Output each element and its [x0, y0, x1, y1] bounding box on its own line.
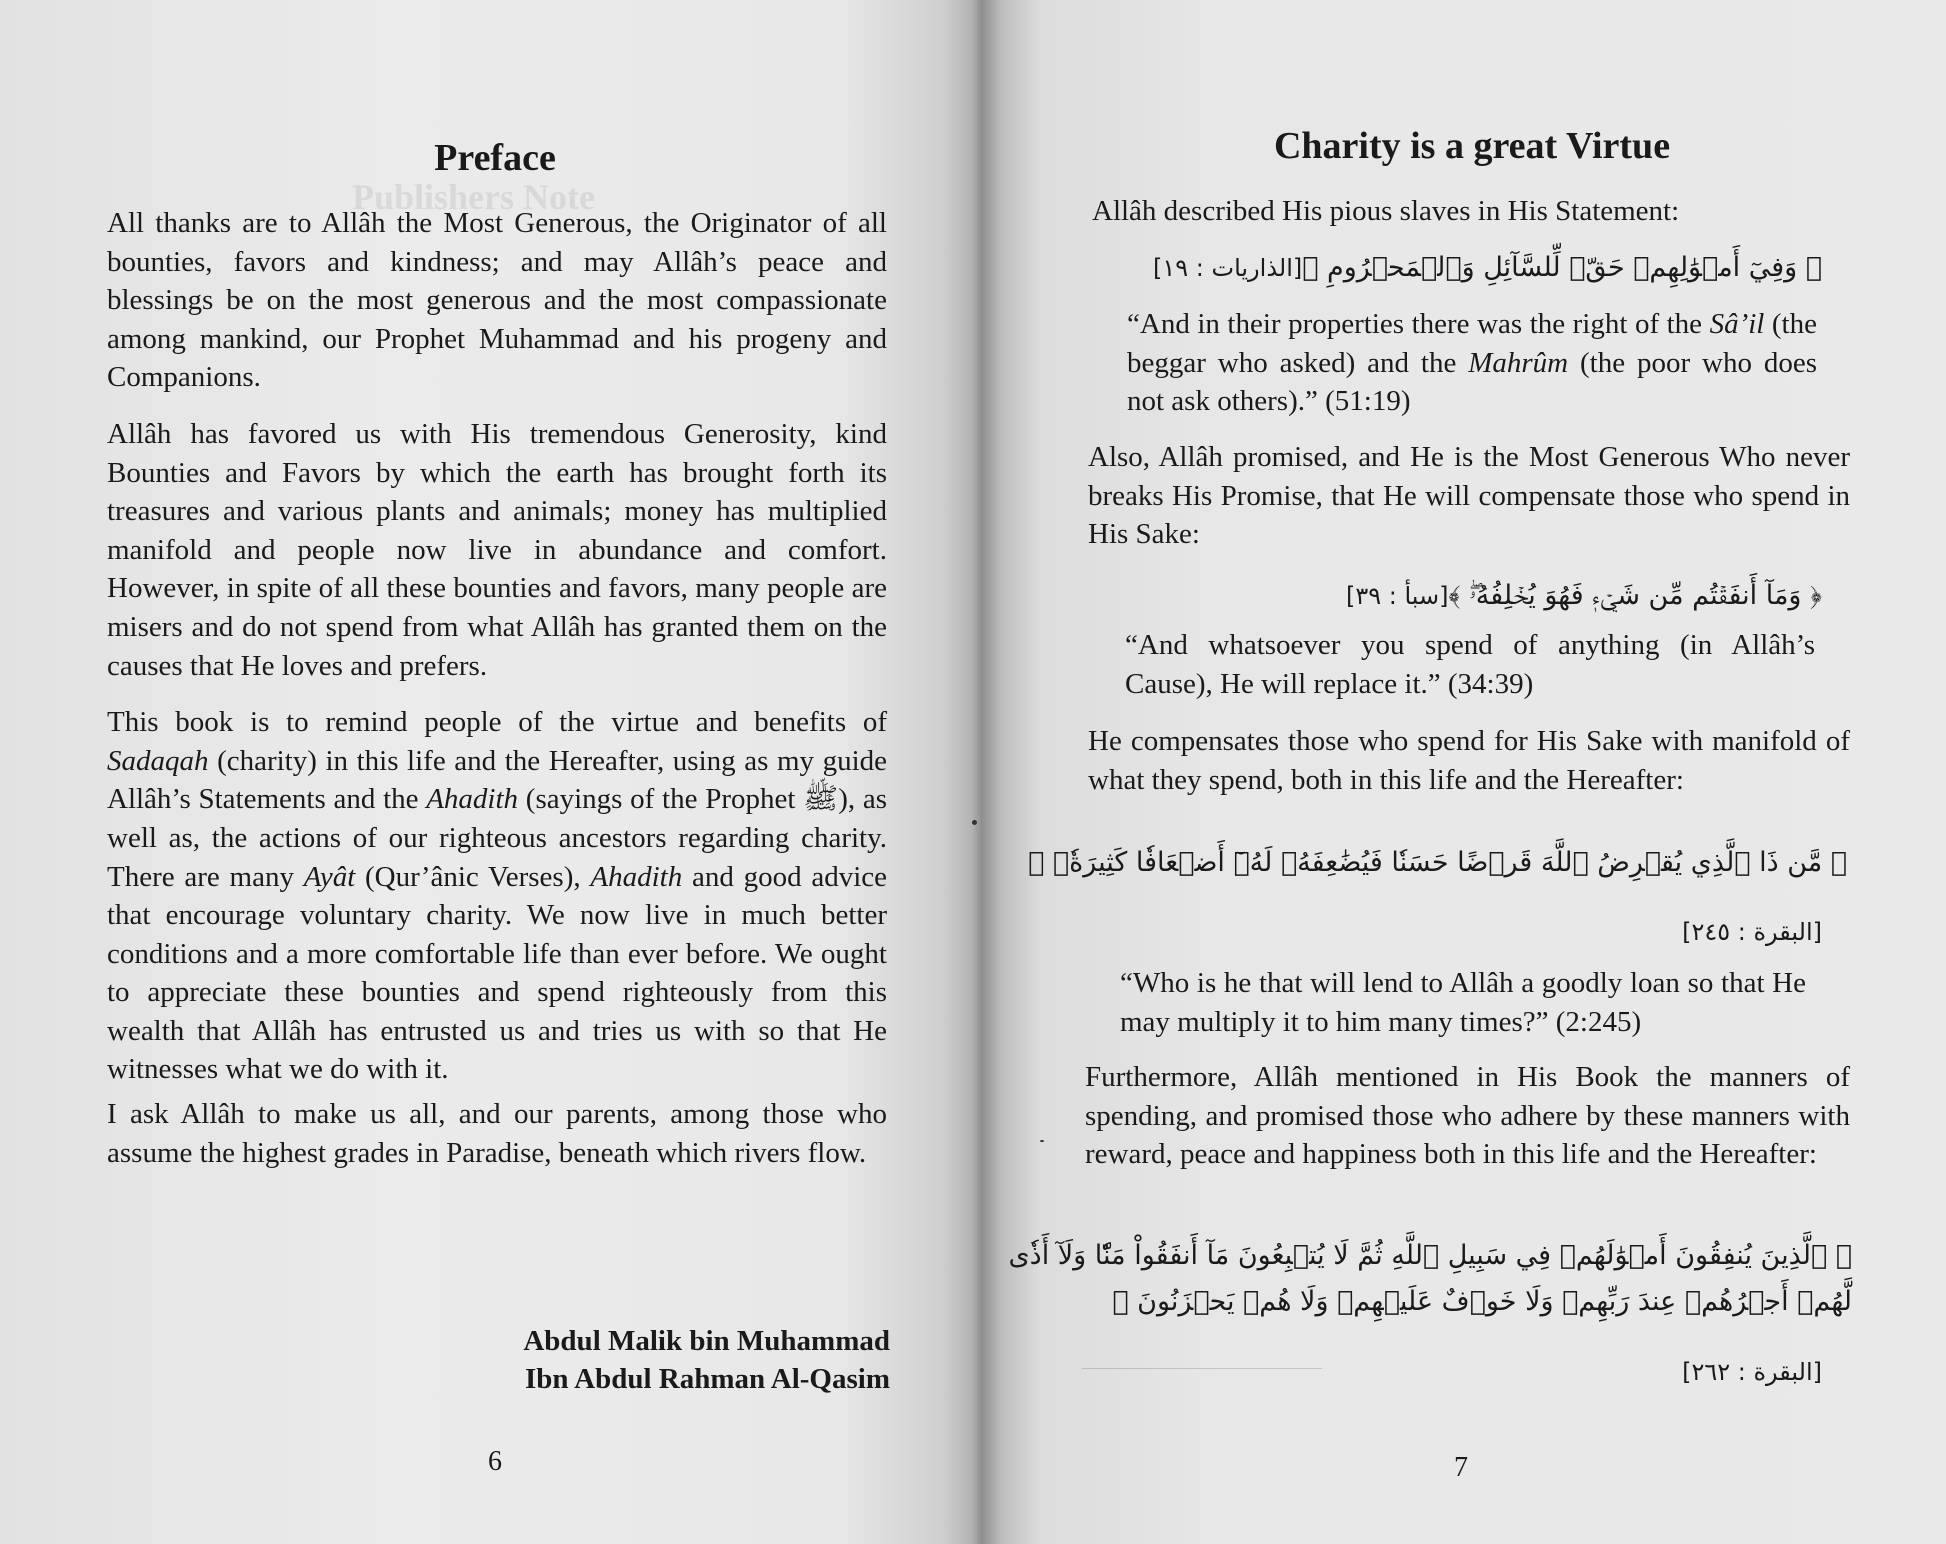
- intro-text: Allâh described His pious slaves in His Statement:: [1092, 195, 1680, 227]
- verse-translation-3: “Who is he that will lend to Allâh a goodly loan so that He may multiply it to him many times?” (2:245): [1120, 967, 1806, 1038]
- signature-line-1: Abdul Malik bin Muhammad: [523, 1325, 890, 1357]
- print-speck: [1040, 1140, 1044, 1142]
- preface-paragraph-3: This book is to remind people of the virtue and benefits of Sadaqah (charity) in this life and the Hereafter, using as my guide Allâh’s Statements and the Ahadith (sayings of the Prophet ﷺ), as well as, the actions of our righteous ancestors regarding charity. There are many Ayât (Qur’ânic Verses), Ahadith and good advice that encourage voluntary charity. We now live in much better conditions and a more comfortable life than ever before. We ought to appreciate these bounties and spend righteously from this wealth that Allâh has entrusted us and tries us with so that He witnesses what we do with it.: [107, 706, 888, 1086]
- paragraph-compensates: He compensates those who spend for His Sake with manifold of what they spend, both in this life and the Hereafter:: [1088, 725, 1850, 796]
- preface-body: [107, 204, 887, 1172]
- quran-verse-3-ref: [البقرة : ٢٤٥]: [1682, 918, 1822, 946]
- page-number-right: 7: [1454, 1452, 1468, 1483]
- quran-verse-4-ref: [البقرة : ٢٦٢]: [1682, 1358, 1822, 1386]
- page-title: Preface: [434, 137, 556, 179]
- quran-verse-2: ﴿ وَمَآ أَنفَقۡتُم مِّن شَيۡءٖ فَهُوَ يُخۡلِفُهُۥۖ ﴾[سبأ : ٣٩]: [1345, 580, 1822, 611]
- page-title-right: Charity is a great Virtue: [1273, 125, 1671, 167]
- signature-line-2: Ibn Abdul Rahman Al-Qasim: [524, 1363, 890, 1395]
- quran-verse-3: ﴿ مَّن ذَا ٱلَّذِي يُقۡرِضُ ٱللَّهَ قَرۡضًا حَسَنٗا فَيُضَٰعِفَهُۥ لَهُۥٓ أَضۡعَافٗا كَثِيرَةٗۚ ﴾: [1028, 847, 1847, 878]
- page-number-left: 6: [488, 1446, 502, 1477]
- quran-verse-4-line-2: لَّهُمۡ أَجۡرُهُمۡ عِندَ رَبِّهِمۡ وَلَا خَوۡفٌ عَلَيۡهِمۡ وَلَا هُمۡ يَحۡزَنُونَ ﴾: [1112, 1286, 1852, 1317]
- verse-translation-1: “And in their properties there was the right of the Sâ’il (the beggar who asked) and the Mahrûm (the poor who does not ask others).” (51:19): [1127, 308, 1817, 418]
- left-page: Publishers Note Preface All thanks are to Allâh the Most Generous, the Originator of all bounties, favors and kindness; and may Allâh’s peace and blessings be on the most generous and the most compassionate among mankind, our Prophet Muhammad and his progeny and Companions. Allâh has favored us with His tremendous Generosity, kind Bounties and Favors by which the earth has brought forth its treasures and various plants and animals; money has multiplied manifold and people now live in abundance and comfort. However, in spite of all these bounties and favors, many people are misers and do not spend from what Allâh has granted them on the causes that He loves and prefers. This book is to remind people of the virtue and benefits of Sadaqah (charity) in this life and the Hereafter, using as my guide Allâh’s Statements and the Ahadith (sayings of the Prophet ﷺ), as well as, the actions of our righteous ancestors regarding charity. There are many Ayât (Qur’ânic Verses), Ahadith and good advice that encourage voluntary charity. We now live in much better conditions and a more comfortable life than ever before. We ought to appreciate these bounties and spend righteously from this wealth that Allâh has entrusted us and tries us with so that He witnesses what we do with it. I ask Allâh to make us all, and our parents, among those who assume the highest grades in Paradise, beneath which rivers flow. Abdul Malik bin Muhammad Ibn Abdul Rahman Al-Qasim 6: [0, 0, 982, 1544]
- right-page: [982, 0, 1946, 1544]
- preface-paragraph-1: All thanks are to Allâh the Most Generous, the Originator of all bounties, favors and kindness; and may Allâh’s peace and blessings be on the most generous and the most compassionate among mankind, our Prophet Muhammad and his progeny and Companions.: [107, 207, 887, 394]
- quran-verse-4-line-1: ﴿ ٱلَّذِينَ يُنفِقُونَ أَمۡوَٰلَهُمۡ فِي سَبِيلِ ٱللَّهِ ثُمَّ لَا يُتۡبِعُونَ مَآ أَنفَقُواْ مَنّٗا وَلَآ أَذٗى: [1008, 1240, 1852, 1271]
- paragraph-promise: Also, Allâh promised, and He is the Most Generous Who never breaks His Promise, that He will compensate those who spend in His Sake:: [1088, 441, 1850, 551]
- author-signature: [400, 1322, 890, 1398]
- paragraph-manners: Furthermore, Allâh mentioned in His Book the manners of spending, and promised those who adhere by these manners with reward, peace and happiness both in this life and the Hereafter:: [1085, 1061, 1850, 1171]
- preface-paragraph-4: I ask Allâh to make us all, and our parents, among those who assume the highest grades in Paradise, beneath which rivers flow.: [107, 1098, 887, 1169]
- print-speck: [972, 820, 977, 825]
- quran-verse-1: ﴿ وَفِيٓ أَمۡوَٰلِهِمۡ حَقّٞ لِّلسَّآئِلِ وَٱلۡمَحۡرُومِ ﴾[الذاريات : ١٩]: [1152, 252, 1822, 283]
- preface-paragraph-2: Allâh has favored us with His tremendous Generosity, kind Bounties and Favors by which the earth has brought forth its treasures and various plants and animals; money has multiplied manifold and people now live in abundance and comfort. However, in spite of all these bounties and favors, many people are misers and do not spend from what Allâh has granted them on the causes that He loves and prefers.: [107, 417, 887, 682]
- verse-translation-2: “And whatsoever you spend of anything (in Allâh’s Cause), He will replace it.” (34:39): [1125, 629, 1815, 700]
- footnote-rule: [1082, 1368, 1322, 1369]
